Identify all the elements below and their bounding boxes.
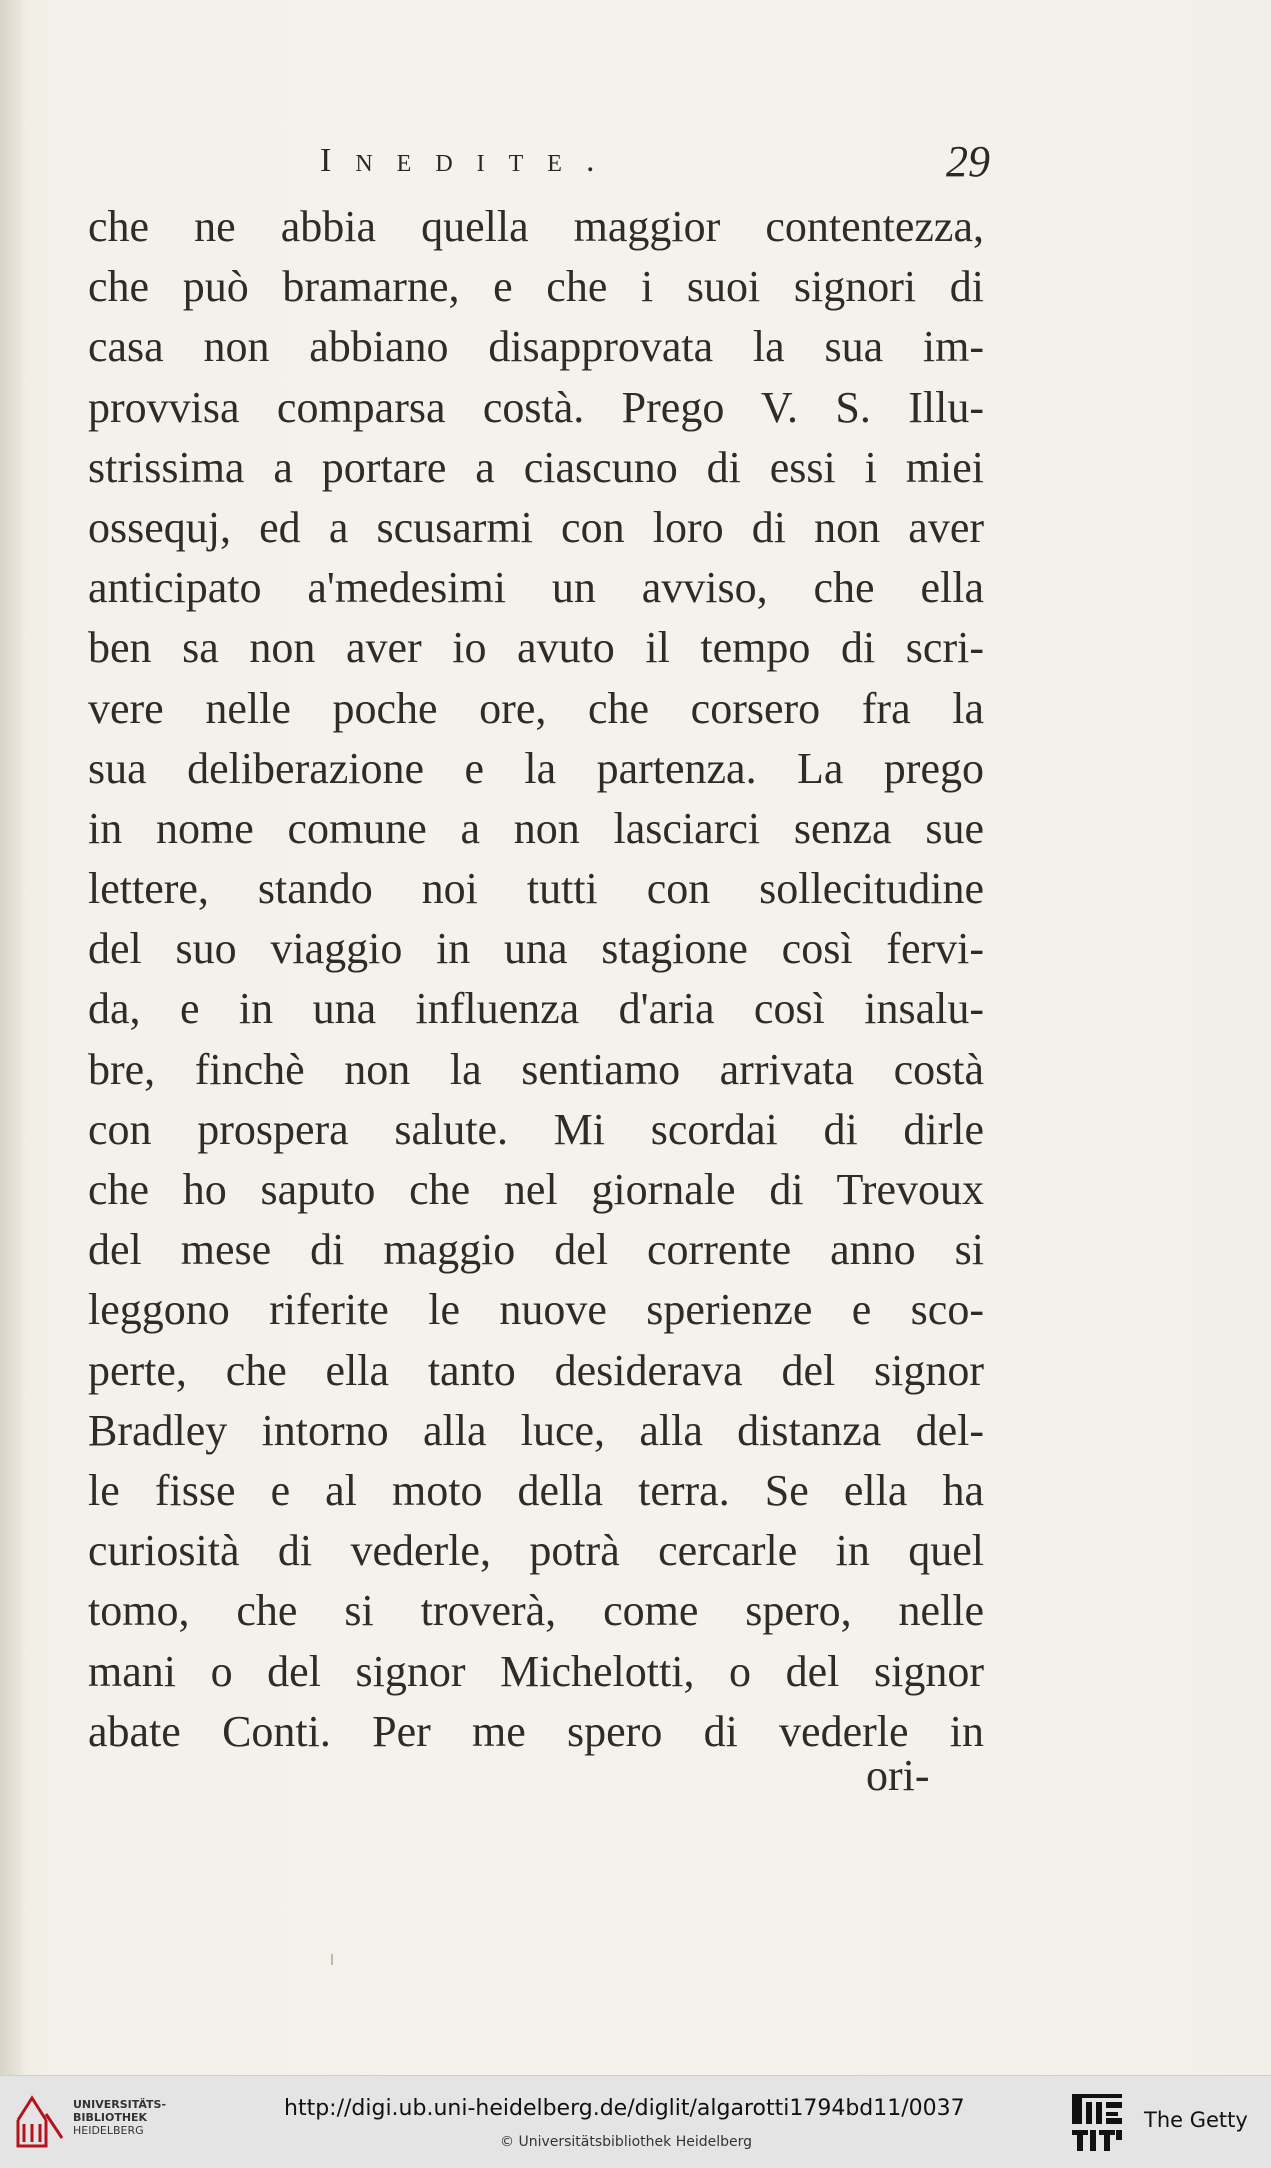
permalink-url[interactable]: http://digi.ub.uni-heidelberg.de/diglit/algarotti1794bd11/0037 bbox=[284, 2096, 965, 2121]
library-name-line: BIBLIOTHEK bbox=[73, 2111, 148, 2124]
text-line: sua deliberazione e la partenza. La prego bbox=[88, 743, 984, 793]
text-line: anticipato a'medesimi un avviso, che ella bbox=[88, 563, 984, 613]
text-line: in nome comune a non lasciarci senza sue bbox=[88, 803, 984, 853]
running-title: Inedite. bbox=[320, 142, 619, 179]
text-line: curiosità di vederle, potrà cercarle in quel bbox=[88, 1526, 984, 1576]
university-library-name bbox=[73, 2098, 183, 2137]
text-line: provvisa comparsa costà. Prego V. S. Illu- bbox=[88, 382, 984, 432]
getty-name: The Getty bbox=[1144, 2108, 1248, 2132]
text-line: strissima a portare a ciascuno di essi i miei bbox=[88, 442, 984, 492]
text-line: vere nelle poche ore, che corsero fra la bbox=[88, 683, 984, 733]
text-line: che può bramarne, e che i suoi signori di bbox=[88, 262, 984, 312]
text-line: mani o del signor Michelotti, o del signor bbox=[88, 1646, 984, 1696]
text-line: da, e in una influenza d'aria così insalu- bbox=[88, 984, 984, 1034]
paper-speck bbox=[331, 1954, 333, 1965]
text-line: del mese di maggio del corrente anno si bbox=[88, 1225, 984, 1275]
text-line: lettere, stando noi tutti con sollecitudine bbox=[88, 864, 984, 914]
text-line: ossequj, ed a scusarmi con loro di non aver bbox=[88, 502, 984, 552]
text-line: ben sa non aver io avuto il tempo di scri- bbox=[88, 623, 984, 673]
text-line: Bradley intorno alla luce, alla distanza del- bbox=[88, 1405, 984, 1455]
text-line: casa non abbiano disapprovata la sua im- bbox=[88, 322, 984, 372]
catchword: ori- bbox=[866, 1751, 930, 1800]
university-library-logo-icon[interactable] bbox=[10, 2090, 68, 2152]
copyright-notice: © Universitätsbibliothek Heidelberg bbox=[500, 2134, 753, 2150]
text-line: leggono riferite le nuove sperienze e sco- bbox=[88, 1285, 984, 1335]
page-number: 29 bbox=[946, 137, 990, 186]
gutter-shadow bbox=[0, 0, 22, 2075]
library-name-line: UNIVERSITÄTS- bbox=[73, 2098, 167, 2111]
getty-logo-icon[interactable] bbox=[1068, 2090, 1126, 2154]
page-header bbox=[320, 137, 1020, 190]
text-line: con prospera salute. Mi scordai di dirle bbox=[88, 1104, 984, 1154]
text-line: che ne abbia quella maggior contentezza, bbox=[88, 202, 984, 251]
library-name-line: HEIDELBERG bbox=[73, 2124, 144, 2137]
viewer-footer bbox=[0, 2075, 1271, 2168]
text-line: perte, che ella tanto desiderava del signor bbox=[88, 1345, 984, 1395]
text-line: le fisse e al moto della terra. Se ella ha bbox=[88, 1465, 984, 1515]
text-line: del suo viaggio in una stagione così fervi- bbox=[88, 924, 984, 974]
body-text bbox=[88, 197, 984, 1762]
text-line: che ho saputo che nel giornale di Trevoux bbox=[88, 1165, 984, 1214]
text-line: bre, finchè non la sentiamo arrivata costà bbox=[88, 1044, 984, 1094]
text-line: abate Conti. Per me spero di vederle in bbox=[88, 1706, 984, 1756]
text-line: tomo, che si troverà, come spero, nelle bbox=[88, 1586, 984, 1636]
